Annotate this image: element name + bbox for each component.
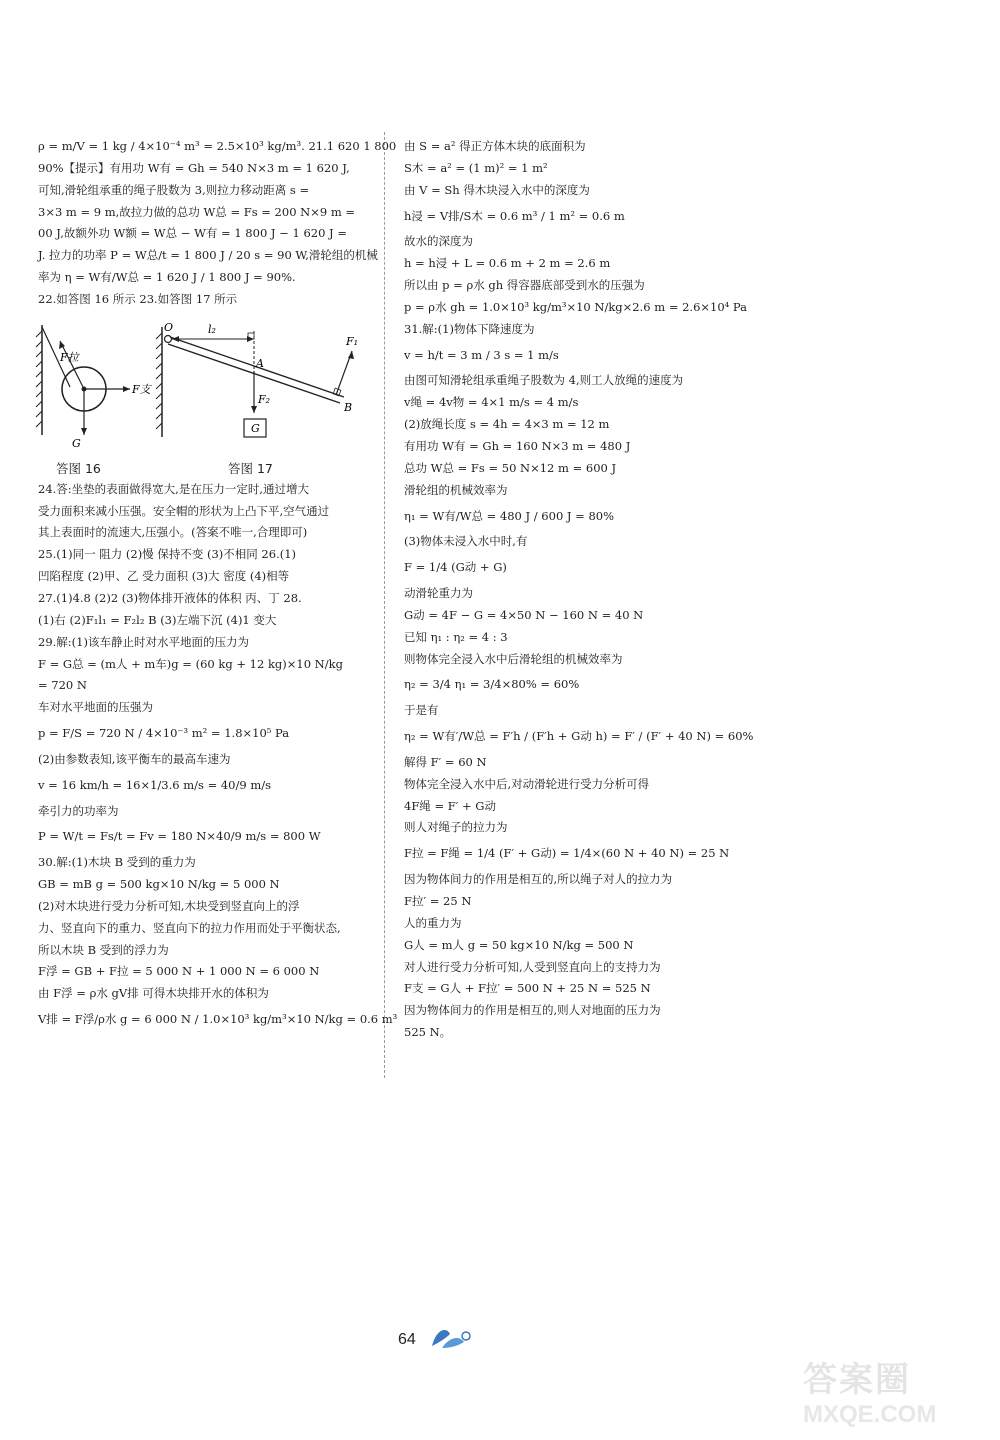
- text-line: 29.解:(1)该车静止时对水平地面的压力为: [38, 634, 249, 649]
- leaf-ornament-icon: [428, 1322, 472, 1352]
- text-line: 于是有: [404, 703, 439, 718]
- text-line: 牵引力的功率为: [38, 803, 119, 818]
- text-line: 动滑轮重力为: [404, 586, 473, 601]
- label-weight-g: G: [251, 421, 260, 435]
- text-line: 故水的深度为: [404, 234, 473, 249]
- text-line: P = W/t = Fs/t = Fv = 180 N×40/9 m/s = 800 W: [38, 829, 321, 844]
- label-point-a: A: [256, 356, 264, 370]
- text-line: F拉 = F绳 = 1/4 (F′ + G动) = 1/4×(60 N + 40 N) = 25 N: [404, 846, 730, 861]
- text-line: 则物体完全浸入水中后滑轮组的机械效率为: [404, 651, 623, 666]
- text-line: F支 = G人 + F拉′ = 500 N + 25 N = 525 N: [404, 981, 651, 996]
- left-column: [38, 136, 398, 1035]
- label-point-b: B: [344, 400, 353, 414]
- label-f-support: F支: [132, 382, 151, 396]
- right-column: [404, 136, 764, 1044]
- text-line: F = G总 = (m人 + m车)g = (60 kg + 12 kg)×10 N/kg: [38, 656, 343, 671]
- text-line: 所以由 p = ρ水 gh 得容器底部受到水的压强为: [404, 278, 645, 293]
- text-line: 3×3 m = 9 m,故拉力做的总功 W总 = Fs = 200 N×9 m =: [38, 204, 356, 219]
- text-line: p = F/S = 720 N / 4×10⁻³ m² = 1.8×10⁵ Pa: [38, 726, 290, 741]
- text-line: 90%【提示】有用功 W有 = Gh = 540 N×3 m = 1 620 J,: [38, 160, 350, 175]
- text-line: 由 V = Sh 得木块浸入水中的深度为: [404, 182, 590, 197]
- text-line: η₁ = W有/W总 = 480 J / 600 J = 80%: [404, 508, 615, 523]
- text-line: 总功 W总 = Fs = 50 N×12 m = 600 J: [404, 460, 617, 475]
- text-line: 22.如答图 16 所示 23.如答图 17 所示: [38, 291, 238, 306]
- label-force-f1: F₁: [346, 334, 359, 348]
- text-line: GB = mB g = 500 kg×10 N/kg = 5 000 N: [38, 877, 280, 892]
- answer-figures: [38, 317, 378, 477]
- text-line: h = h浸 + L = 0.6 m + 2 m = 2.6 m: [404, 256, 611, 271]
- text-line: 率为 η = W有/W总 = 1 620 J / 1 800 J = 90%.: [38, 270, 296, 285]
- text-line: 人的重力为: [404, 915, 462, 930]
- text-line: = 720 N: [38, 678, 87, 693]
- figure-16-diagram: [38, 317, 151, 457]
- text-line: η₂ = W有′/W总 = F′h / (F′h + G动 h) = F′ / (F′ + 40 N) = 60%: [404, 729, 754, 744]
- text-line: 力、竖直向下的重力、竖直向下的拉力作用而处于平衡状态,: [38, 920, 341, 935]
- text-line: G动 = 4F − G = 4×50 N − 160 N = 40 N: [404, 607, 644, 622]
- watermark-main: 答案圈: [803, 1360, 911, 1400]
- text-line: (2)放绳长度 s = 4h = 4×3 m = 12 m: [404, 417, 610, 432]
- text-line: 00 J,故额外功 W额 = W总 − W有 = 1 800 J − 1 620 J =: [38, 226, 347, 241]
- text-line: (3)物体未浸入水中时,有: [404, 534, 528, 549]
- text-line: 已知 η₁ : η₂ = 4 : 3: [404, 629, 508, 644]
- text-line: 因为物体间力的作用是相互的,则人对地面的压力为: [404, 1003, 661, 1018]
- label-gravity: G: [72, 436, 81, 450]
- text-line: 车对水平地面的压强为: [38, 700, 153, 715]
- text-line: J. 拉力的功率 P = W总/t = 1 800 J / 20 s = 90 W,滑轮组的机械: [38, 248, 378, 263]
- text-line: V排 = F浮/ρ水 g = 6 000 N / 1.0×10³ kg/m³×10 N/kg = 0.6 m³: [38, 1012, 398, 1027]
- column-divider: [384, 132, 385, 1078]
- text-line: 物体完全浸入水中后,对动滑轮进行受力分析可得: [404, 776, 650, 791]
- text-line: 解得 F′ = 60 N: [404, 754, 487, 769]
- text-line: 因为物体间力的作用是相互的,所以绳子对人的拉力为: [404, 872, 673, 887]
- text-line: 其上表面时的流速大,压强小。(答案不唯一,合理即可): [38, 525, 308, 540]
- label-force-f2: F₂: [258, 392, 271, 406]
- text-line: 由 S = a² 得正方体木块的底面积为: [404, 139, 586, 153]
- label-pivot-o: O: [164, 320, 174, 334]
- text-line: 27.(1)4.8 (2)2 (3)物体排开液体的体积 丙、丁 28.: [38, 590, 302, 605]
- text-line: 受力面积来减小压强。安全帽的形状为上凸下平,空气通过: [38, 503, 330, 518]
- page-number: 64: [398, 1331, 416, 1348]
- text-line: (1)右 (2)F₁l₁ = F₂l₂ B (3)左端下沉 (4)1 变大: [38, 612, 277, 627]
- label-arm-l2: l₂: [208, 322, 216, 336]
- text-line: F拉′ = 25 N: [404, 894, 472, 908]
- text-line: 由图可知滑轮组承重绳子股数为 4,则工人放绳的速度为: [404, 373, 684, 388]
- text-line: 25.(1)同一 阻力 (2)慢 保持不变 (3)不相同 26.(1): [38, 547, 297, 562]
- text-line: (2)由参数表知,该平衡车的最高车速为: [38, 751, 231, 766]
- label-f-pull: F拉: [60, 350, 79, 364]
- text-line: F = 1/4 (G动 + G): [404, 560, 507, 575]
- text-line: (2)对木块进行受力分析可知,木块受到竖直向上的浮: [38, 898, 300, 913]
- watermark: [803, 1352, 978, 1434]
- text-line: 凹陷程度 (2)甲、乙 受力面积 (3)大 密度 (4)相等: [38, 569, 290, 584]
- watermark-site: MXQE.COM: [803, 1401, 937, 1428]
- text-line: 4F绳 = F′ + G动: [404, 798, 496, 813]
- text-line: η₂ = 3/4 η₁ = 3/4×80% = 60%: [404, 677, 580, 692]
- figure-17-diagram: [156, 317, 376, 457]
- text-line: 有用功 W有 = Gh = 160 N×3 m = 480 J: [404, 438, 631, 453]
- text-line: 所以木块 B 受到的浮力为: [38, 942, 169, 957]
- text-line: v = 16 km/h = 16×1/3.6 m/s = 40/9 m/s: [38, 777, 272, 792]
- text-line: 可知,滑轮组承重的绳子股数为 3,则拉力移动距离 s =: [38, 182, 310, 197]
- text-line: ρ = m/V = 1 kg / 4×10⁻⁴ m³ = 2.5×10³ kg/m³. 21.1 620 1 800: [38, 139, 397, 153]
- text-line: 对人进行受力分析可知,人受到竖直向上的支持力为: [404, 959, 661, 974]
- text-line: F浮 = GB + F拉 = 5 000 N + 1 000 N = 6 000 N: [38, 964, 320, 979]
- text-line: G人 = m人 g = 50 kg×10 N/kg = 500 N: [404, 937, 634, 952]
- text-line: v = h/t = 3 m / 3 s = 1 m/s: [404, 347, 559, 362]
- text-line: 525 N。: [404, 1025, 452, 1040]
- text-line: 31.解:(1)物体下降速度为: [404, 321, 535, 336]
- figure-16-caption: 答图 16: [56, 460, 101, 476]
- text-line: p = ρ水 gh = 1.0×10³ kg/m³×10 N/kg×2.6 m = 2.6×10⁴ Pa: [404, 299, 748, 314]
- text-line: 滑轮组的机械效率为: [404, 482, 508, 497]
- text-line: 则人对绳子的拉力为: [404, 820, 508, 835]
- text-line: 由 F浮 = ρ水 gV排 可得木块排开水的体积为: [38, 986, 269, 1001]
- text-line: 24.答:坐垫的表面做得宽大,是在压力一定时,通过增大: [38, 481, 309, 496]
- text-line: h浸 = V排/S木 = 0.6 m³ / 1 m² = 0.6 m: [404, 208, 625, 223]
- figure-17-caption: 答图 17: [228, 460, 273, 476]
- text-line: v绳 = 4v物 = 4×1 m/s = 4 m/s: [404, 395, 579, 410]
- text-line: S木 = a² = (1 m)² = 1 m²: [404, 160, 548, 175]
- text-line: 30.解:(1)木块 B 受到的重力为: [38, 855, 196, 870]
